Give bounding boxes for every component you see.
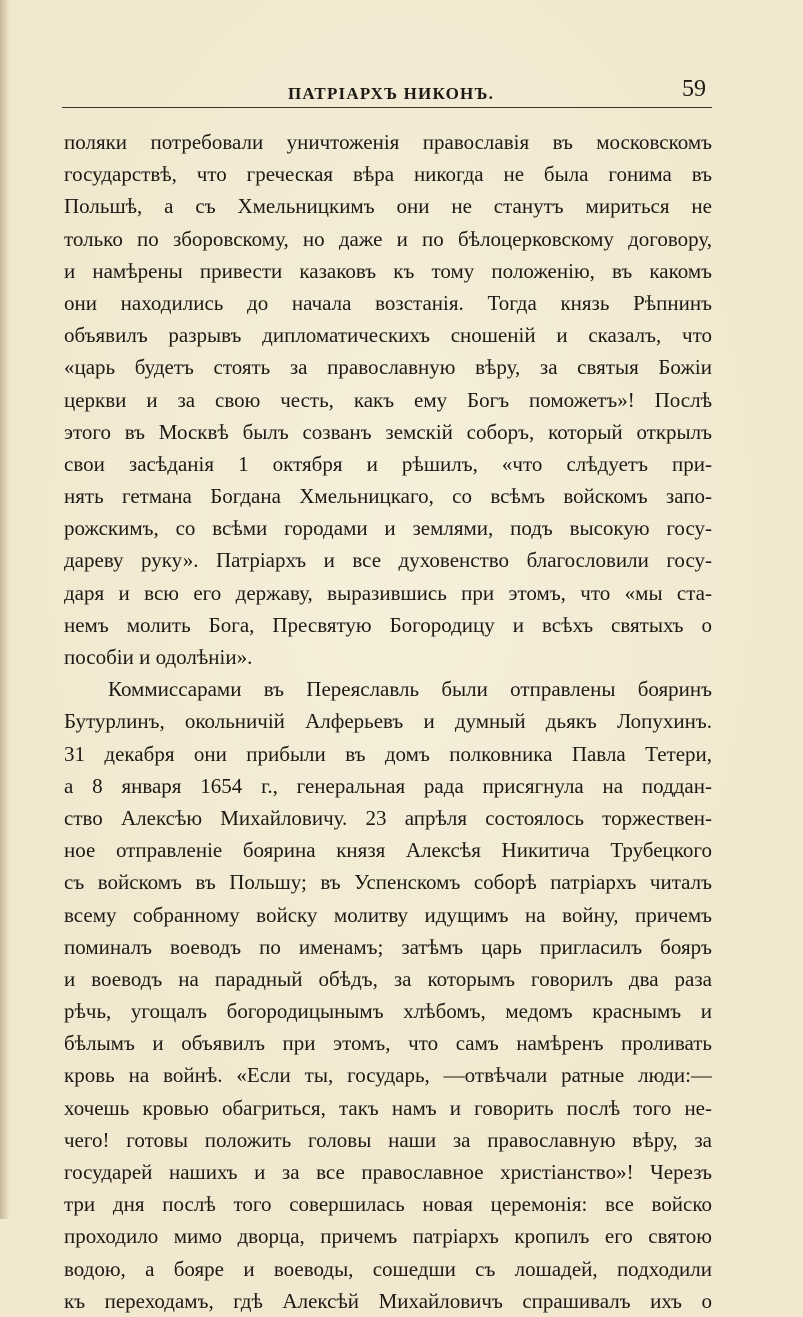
text-line: даря и всю его державу, выразившись при этомъ, что «мы ста- [64, 580, 712, 605]
text-line: къ переходамъ, гдѣ Алексѣй Михайловичъ спрашивалъ ихъ о [64, 1288, 712, 1313]
header-rule [62, 107, 712, 108]
text-line: ство Алексѣю Михайловичу. 23 апрѣля состоялось торжествен- [64, 805, 712, 830]
text-line: хочешь кровью обагриться, такъ намъ и говорить послѣ того не- [64, 1095, 712, 1120]
text-line: только по зборовскому, но даже и по бѣлоцерковскому договору, [64, 226, 712, 251]
text-line: и намѣрены привести казаковъ къ тому положенію, въ какомъ [64, 258, 712, 283]
running-title: ПАТРІАРХЪ НИКОНЪ. [288, 84, 495, 103]
text-line: ное отправленіе боярина князя Алексѣя Никитича Трубецкого [64, 838, 712, 863]
text-line: государствѣ, что греческая вѣра никогда не была гонима въ [64, 162, 712, 187]
text-line: церкви и за свою честь, какъ ему Богъ поможетъ»! Послѣ [64, 387, 712, 412]
text-line: свои засѣданія 1 октября и рѣшилъ, «что слѣдуетъ при- [64, 451, 712, 476]
page-number: 59 [682, 76, 706, 102]
text-line: они находились до начала возстанія. Тогда князь Рѣпнинъ [64, 290, 712, 315]
text-line: объявилъ разрывъ дипломатическихъ сношеній и сказалъ, что [64, 323, 712, 348]
text-line: 31 декабря они прибыли въ домъ полковника Павла Тетери, [64, 741, 712, 766]
text-line: три дня послѣ того совершилась новая церемонія: все войско [64, 1192, 712, 1217]
text-line: и воеводъ на парадный обѣдъ, за которымъ говорилъ два раза [64, 966, 712, 991]
text-line: проходило мимо дворца, причемъ патріархъ кропилъ его святою [64, 1224, 712, 1249]
text-line: Польшѣ, а съ Хмельницкимъ они не станутъ мириться не [64, 194, 712, 219]
text-line: государей нашихъ и за все православное христіанство»! Черезъ [64, 1160, 712, 1184]
text-line: немъ молить Бога, Пресвятую Богородицу и всѣхъ святыхъ о [64, 612, 712, 637]
text-line: нять гетмана Богдана Хмельницкаго, со всѣмъ войскомъ запо- [64, 484, 712, 509]
text-line: всему собранному войску молитву идущимъ на войну, причемъ [64, 902, 712, 927]
text-line: чего! готовы положить головы наши за православную вѣру, за [64, 1127, 712, 1152]
text-line: поминалъ воеводъ по именамъ; затѣмъ царь пригласилъ бояръ [64, 934, 712, 959]
text-line: водою, а бояре и воеводы, сошедши съ лошадей, подходили [64, 1256, 712, 1281]
text-line: а 8 января 1654 г., генеральная рада присягнула на поддан- [64, 773, 712, 798]
paragraph-end-line: пособіи и одолѣніи». [64, 645, 253, 669]
running-header [62, 74, 712, 108]
text-line: бѣлымъ и объявилъ при этомъ, что самъ намѣренъ проливать [64, 1031, 712, 1056]
text-line: кровь на войнѣ. «Если ты, государь, —отвѣчали ратные люди:— [64, 1063, 712, 1088]
text-line: дареву руку». Патріархъ и все духовенство благословили госу- [64, 548, 712, 573]
text-line: поляки потребовали уничтоженія православія въ московскомъ [64, 130, 712, 154]
paragraph-first-line: Коммиссарами въ Переяславль были отправлены бояринъ [108, 677, 712, 702]
text-line: «царь будетъ стоять за православную вѣру, за святыя Божіи [64, 355, 712, 380]
text-body [64, 126, 712, 1317]
text-line: Бутурлинъ, окольничій Алферьевъ и думный дьякъ Лопухинъ. [64, 709, 712, 734]
text-line: рожскимъ, со всѣми городами и землями, подъ высокую госу- [64, 516, 712, 541]
page-edge-shadow [0, 0, 10, 1219]
text-line: этого въ Москвѣ былъ созванъ земскій соборъ, который открылъ [64, 419, 712, 444]
text-line: рѣчь, угощалъ богородицынымъ хлѣбомъ, медомъ краснымъ и [64, 999, 712, 1024]
text-line: съ войскомъ въ Польшу; въ Успенскомъ соборѣ патріархъ читалъ [64, 870, 712, 895]
